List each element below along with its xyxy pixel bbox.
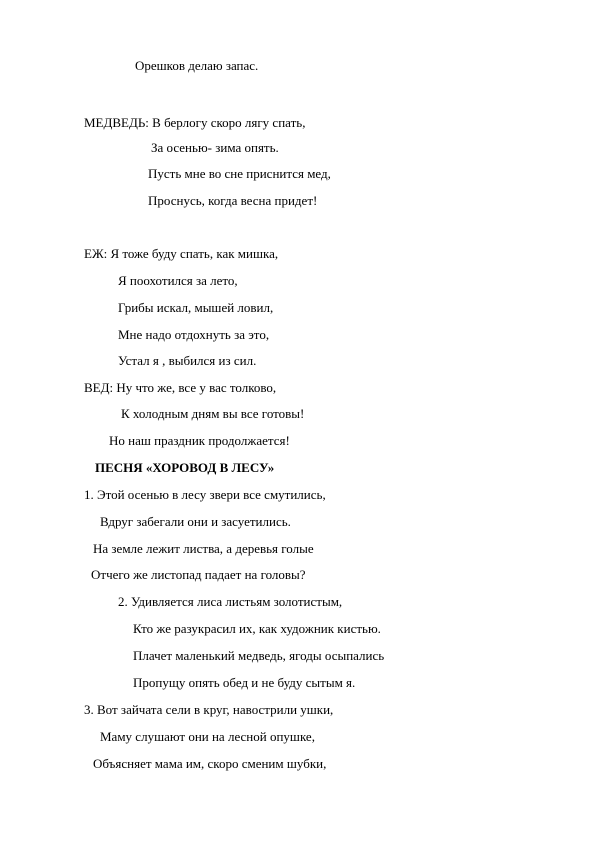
song-title: ПЕСНЯ «ХОРОВОД В ЛЕСУ» — [95, 460, 275, 475]
text-line: К холодным дням вы все готовы! — [121, 406, 305, 421]
text-line: ВЕД: Ну что же, все у вас толково, — [84, 380, 277, 395]
text-line: Грибы искал, мышей ловил, — [118, 300, 274, 315]
text-line: Проснусь, когда весна придет! — [148, 193, 318, 208]
text-line: Пусть мне во сне приснится мед, — [148, 166, 331, 181]
text-line: Отчего же листопад падает на головы? — [91, 567, 306, 582]
text-line: 3. Вот зайчата сели в круг, навострили ушки, — [84, 702, 334, 717]
text-line: МЕДВЕДЬ: В берлогу скоро лягу спать, — [84, 115, 306, 130]
text-line: Объясняет мама им, скоро сменим шубки, — [93, 756, 327, 771]
text-line: За осенью- зима опять. — [151, 140, 279, 155]
text-line: Плачет маленький медведь, ягоды осыпались — [133, 648, 385, 663]
text-line: 2. Удивляется лиса листьям золотистым, — [118, 594, 343, 609]
text-line: Маму слушают они на лесной опушке, — [100, 729, 315, 744]
text-line: Орешков делаю запас. — [135, 58, 259, 73]
text-line: Устал я , выбился из сил. — [118, 353, 257, 368]
text-line: Вдруг забегали они и засуетились. — [100, 514, 291, 529]
text-line: Но наш праздник продолжается! — [109, 433, 290, 448]
text-line: Кто же разукрасил их, как художник кистью. — [133, 621, 381, 636]
text-line: Пропущу опять обед и не буду сытым я. — [133, 675, 356, 690]
text-line: Я поохотился за лето, — [118, 273, 238, 288]
text-line: Мне надо отдохнуть за это, — [118, 327, 270, 342]
text-line: На земле лежит листва, а деревья голые — [93, 541, 314, 556]
text-line: ЕЖ: Я тоже буду спать, как мишка, — [84, 246, 279, 261]
text-line: 1. Этой осенью в лесу звери все смутились, — [84, 487, 326, 502]
